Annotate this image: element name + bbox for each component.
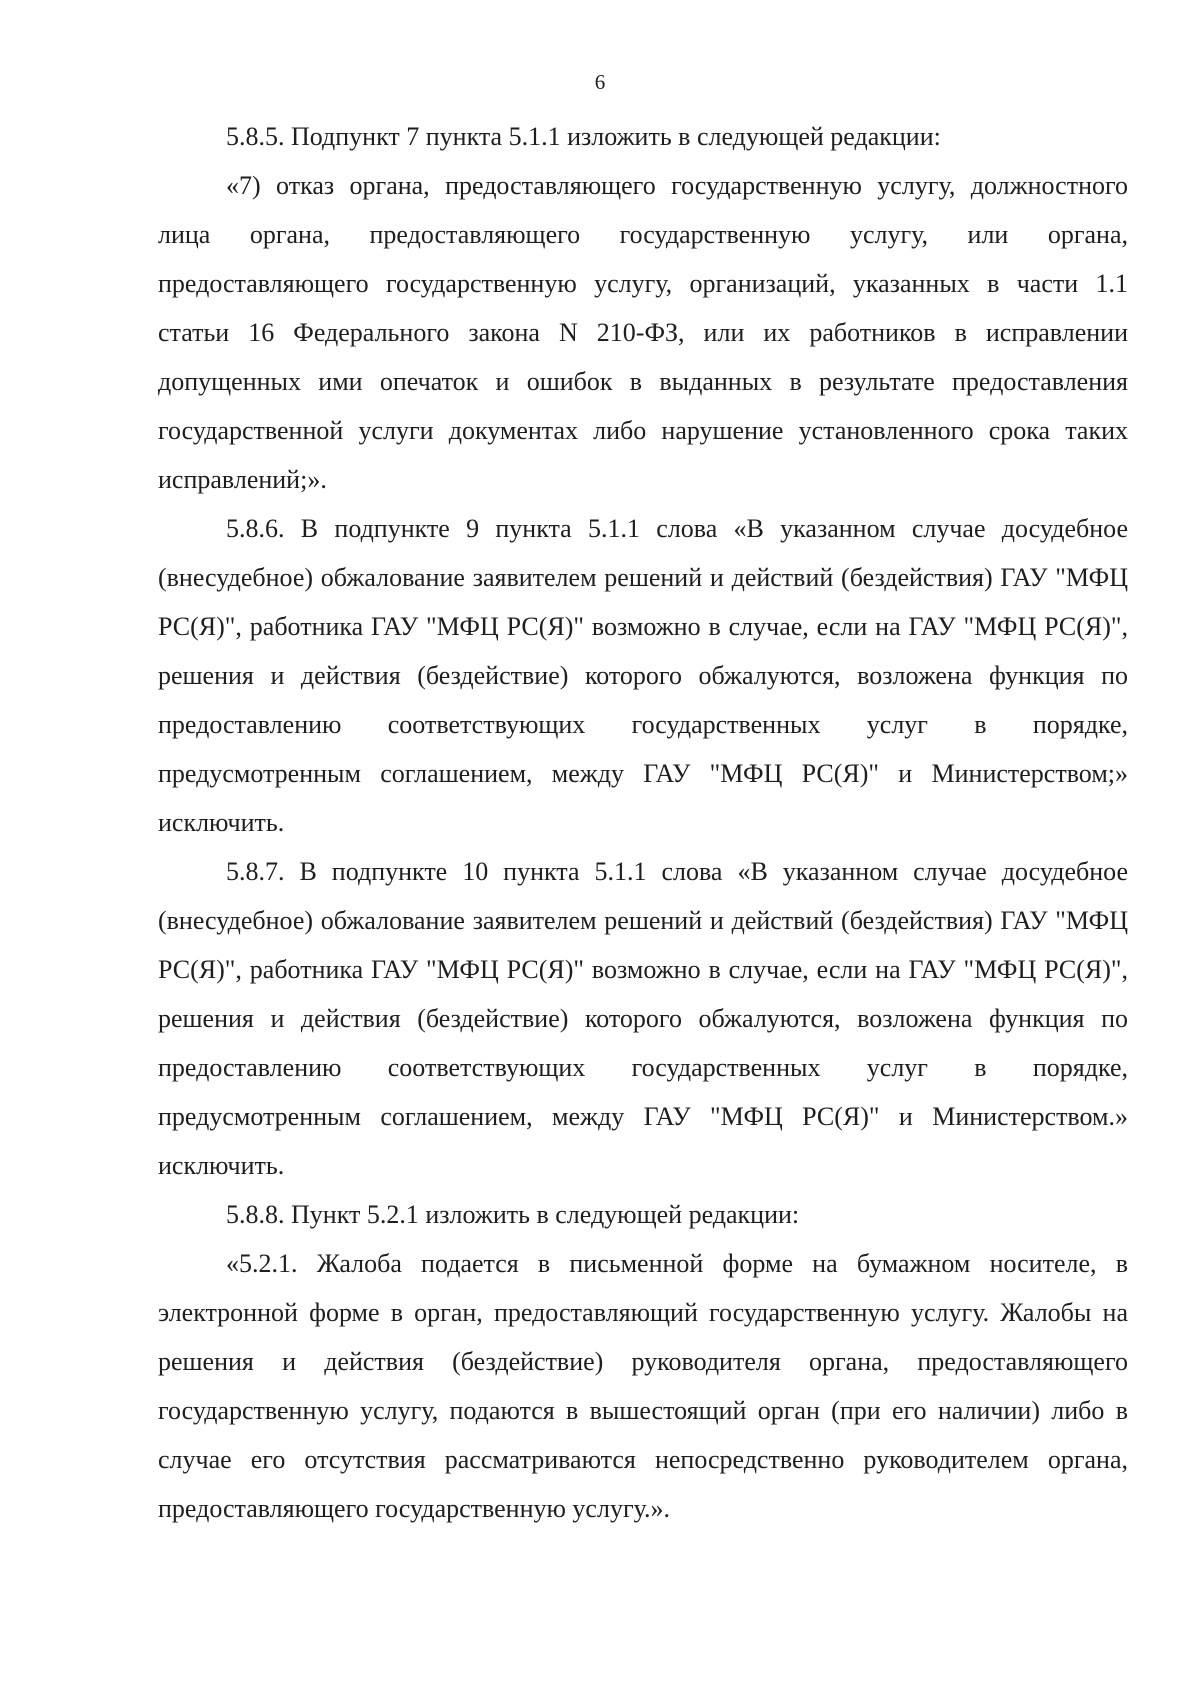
paragraph-5-8-5-text: «7) отказ органа, предоставляющего государственную услугу, должностного лица органа, предоставляющего государственную услугу, или органа, предоставляющего государственную услугу, организаций, указанных в части 1.1 статьи 16 Федерального закона N 210-ФЗ, или их работников в исправлении допущенных ими опечаток и ошибок в выданных в результате предоставления государственной услуги документах либо нарушение установленного срока таких исправлений;». [158, 171, 1128, 494]
paragraph-5-8-8: 5.8.8. Пункт 5.2.1 изложить в следующей редакции: [226, 1200, 800, 1229]
document-body [158, 112, 1128, 1533]
paragraph-5-8-5: 5.8.5. Подпункт 7 пункта 5.1.1 изложить в следующей редакции: [226, 122, 941, 151]
paragraph-5-8-8-text: «5.2.1. Жалоба подается в письменной форме на бумажном носителе, в электронной форме в орган, предоставляющий государственную услугу. Жалобы на решения и действия (бездействие) руководителя органа, предоставляющего государственную услугу, подаются в вышестоящий орган (при его наличии) либо в случае его отсутствия рассматриваются непосредственно руководителем органа, предоставляющего государственную услугу.». [158, 1249, 1128, 1523]
paragraph-5-8-7: 5.8.7. В подпункте 10 пункта 5.1.1 слова «В указанном случае досудебное (внесудебное) обжалование заявителем решений и действий (бездействия) ГАУ "МФЦ РС(Я)", работника ГАУ "МФЦ РС(Я)" возможно в случае, если на ГАУ "МФЦ РС(Я)", решения и действия (бездействие) которого обжалуются, возложена функция по предоставлению соответствующих государственных услуг в порядке, предусмотренным соглашением, между ГАУ "МФЦ РС(Я)" и Министерством.» исключить. [158, 857, 1128, 1180]
paragraph-5-8-6: 5.8.6. В подпункте 9 пункта 5.1.1 слова «В указанном случае досудебное (внесудебное) обжалование заявителем решений и действий (бездействия) ГАУ "МФЦ РС(Я)", работника ГАУ "МФЦ РС(Я)" возможно в случае, если на ГАУ "МФЦ РС(Я)", решения и действия (бездействие) которого обжалуются, возложена функция по предоставлению соответствующих государственных услуг в порядке, предусмотренным соглашением, между ГАУ "МФЦ РС(Я)" и Министерством;» исключить. [158, 514, 1128, 837]
page-number: 6 [594, 70, 606, 94]
